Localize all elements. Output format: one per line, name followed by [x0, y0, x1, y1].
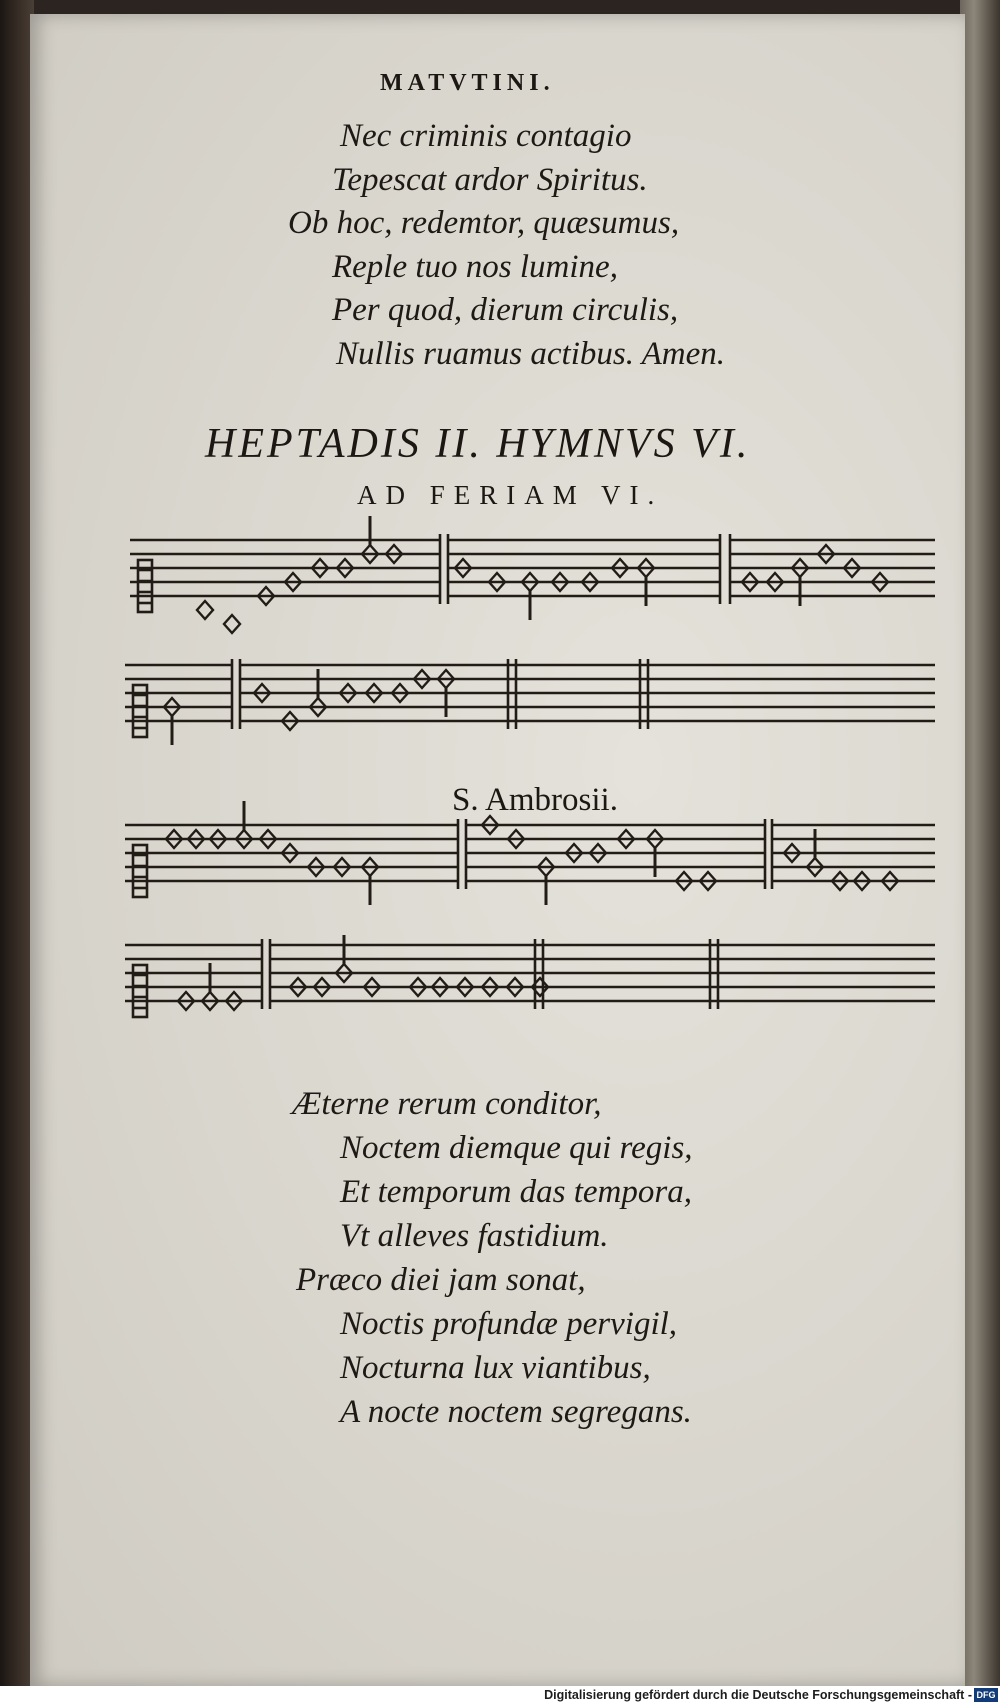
verse-line: Ob hoc, redemtor, quæsumus,	[288, 205, 680, 241]
verse-line: Tepescat ardor Spiritus.	[332, 162, 648, 198]
verse-line: Nocturna lux viantibus,	[340, 1350, 651, 1386]
footer-text: Digitalisierung gefördert durch die Deutsche Forschungsgemeinschaft -	[544, 1688, 972, 1702]
verse-line: Et temporum das tempora,	[340, 1174, 692, 1210]
hymn-heading: HEPTADIS II. HYMNVS VI.	[205, 421, 751, 467]
verse-line: Noctem diemque qui regis,	[340, 1130, 693, 1166]
hymn-author: S. Ambrosii.	[452, 782, 618, 818]
verse-line: Noctis profundæ pervigil,	[340, 1306, 678, 1342]
verse-line: Reple tuo nos lumine,	[332, 249, 618, 285]
hymn-subheading: AD FERIAM VI.	[357, 480, 664, 510]
verse-line: Vt alleves fastidium.	[340, 1218, 609, 1254]
running-head: MATVTINI.	[380, 70, 555, 96]
note-head	[224, 615, 240, 633]
dfg-logo: DFG	[974, 1688, 998, 1702]
verse-line: Per quod, dierum circulis,	[332, 292, 679, 328]
verse-line: Præco diei jam sonat,	[296, 1262, 586, 1298]
digitization-footer	[0, 1686, 1000, 1705]
verse-line: A nocte noctem segregans.	[340, 1394, 692, 1430]
note-head	[197, 601, 213, 619]
verse-line: Nullis ruamus actibus. Amen.	[336, 336, 725, 372]
verse-line: Nec criminis contagio	[340, 118, 632, 154]
verse-line: Æterne rerum conditor,	[292, 1086, 602, 1122]
